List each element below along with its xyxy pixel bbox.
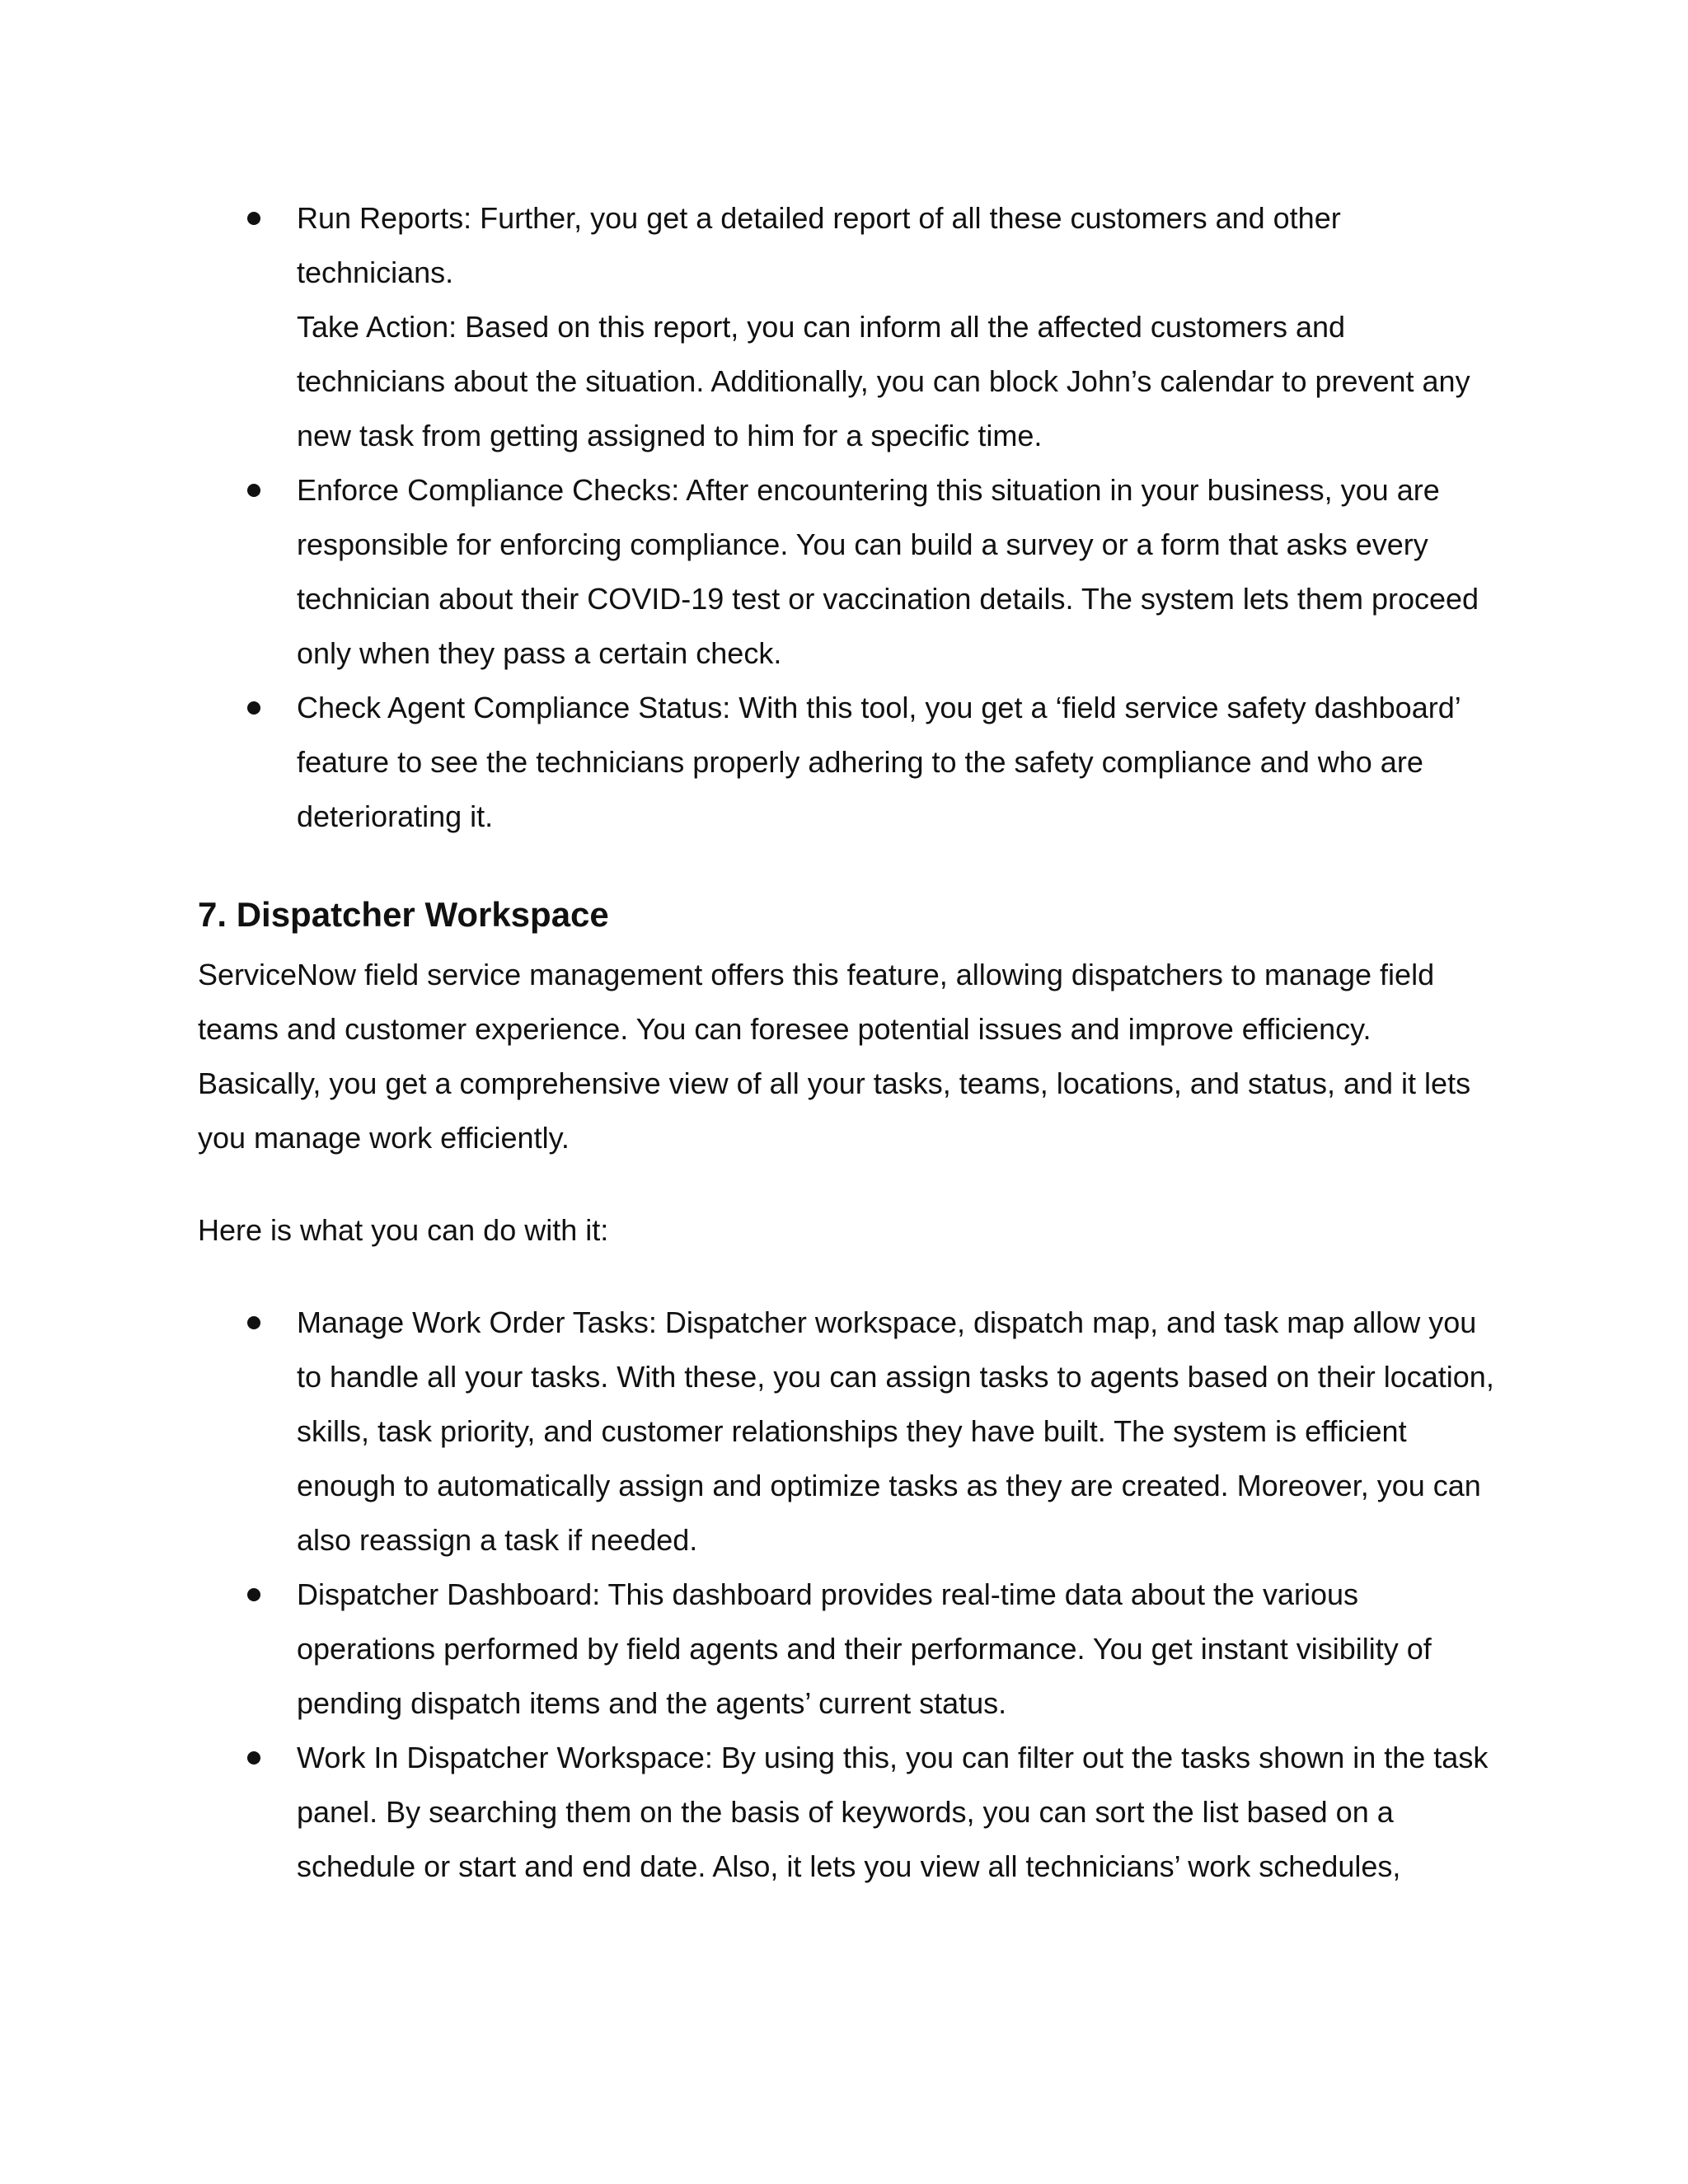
document-page [198, 191, 1500, 1894]
bullet-text: Run Reports: Further, you get a detailed report of all these customers and other technicians. [297, 201, 1341, 289]
second-bullet-list [198, 1296, 1500, 1894]
bullet-continuation-text: Take Action: Based on this report, you can inform all the affected customers and technicians about the situation. Additionally, you can block John’s calendar to prevent any new task from getting assigned to him for a specific time. [297, 310, 1470, 452]
list-item-enforce-compliance [198, 463, 1500, 681]
bullet-text: Enforce Compliance Checks: After encountering this situation in your business, you are responsible for enforcing compliance. You can build a survey or a form that asks every technician about their COVID-19 test or vaccination details. The system lets them proceed only when they pass a certain check. [297, 473, 1479, 670]
bullet-icon [247, 484, 260, 497]
first-bullet-list [198, 191, 1500, 844]
list-item-agent-compliance-status [198, 681, 1500, 844]
section-heading: 7. Dispatcher Workspace [198, 895, 609, 934]
bullet-icon [247, 1588, 260, 1601]
section-intro-paragraph: ServiceNow field service management offers this feature, allowing dispatchers to manage field teams and customer experience. You can foresee potential issues and improve efficiency. Basically, you get a comprehensive view of all your tasks, teams, locations, and status, and it lets you manage work efficiently. [198, 958, 1471, 1155]
bullet-icon [247, 212, 260, 225]
lead-in-paragraph: Here is what you can do with it: [198, 1213, 609, 1247]
bullet-icon [247, 701, 260, 715]
list-item-work-in-dispatcher-workspace [198, 1731, 1500, 1894]
bullet-text: Work In Dispatcher Workspace: By using this, you can filter out the tasks shown in the task panel. By searching them on the basis of keywords, you can sort the list based on a schedule or start and end date. Also, it lets you view all technicians’ work schedules, [297, 1741, 1489, 1883]
bullet-icon [247, 1316, 260, 1329]
bullet-text: Dispatcher Dashboard: This dashboard provides real-time data about the various operations performed by field agents and their performance. You get instant visibility of pending dispatch items and the agents’ current status. [297, 1577, 1432, 1720]
list-item-manage-work-order-tasks [198, 1296, 1500, 1568]
bullet-icon [247, 1751, 260, 1765]
list-item-dispatcher-dashboard [198, 1568, 1500, 1731]
bullet-text: Manage Work Order Tasks: Dispatcher workspace, dispatch map, and task map allow you to handle all your tasks. With these, you can assign tasks to agents based on their location, skills, task priority, and customer relationships they have built. The system is efficient enough to automatically assign and optimize tasks as they are created. Moreover, you can also reassign a task if needed. [297, 1305, 1494, 1557]
list-item-run-reports [198, 191, 1500, 463]
bullet-text: Check Agent Compliance Status: With this tool, you get a ‘field service safety dashboard’ feature to see the technicians properly adhering to the safety compliance and who are deteriorating it. [297, 691, 1461, 833]
